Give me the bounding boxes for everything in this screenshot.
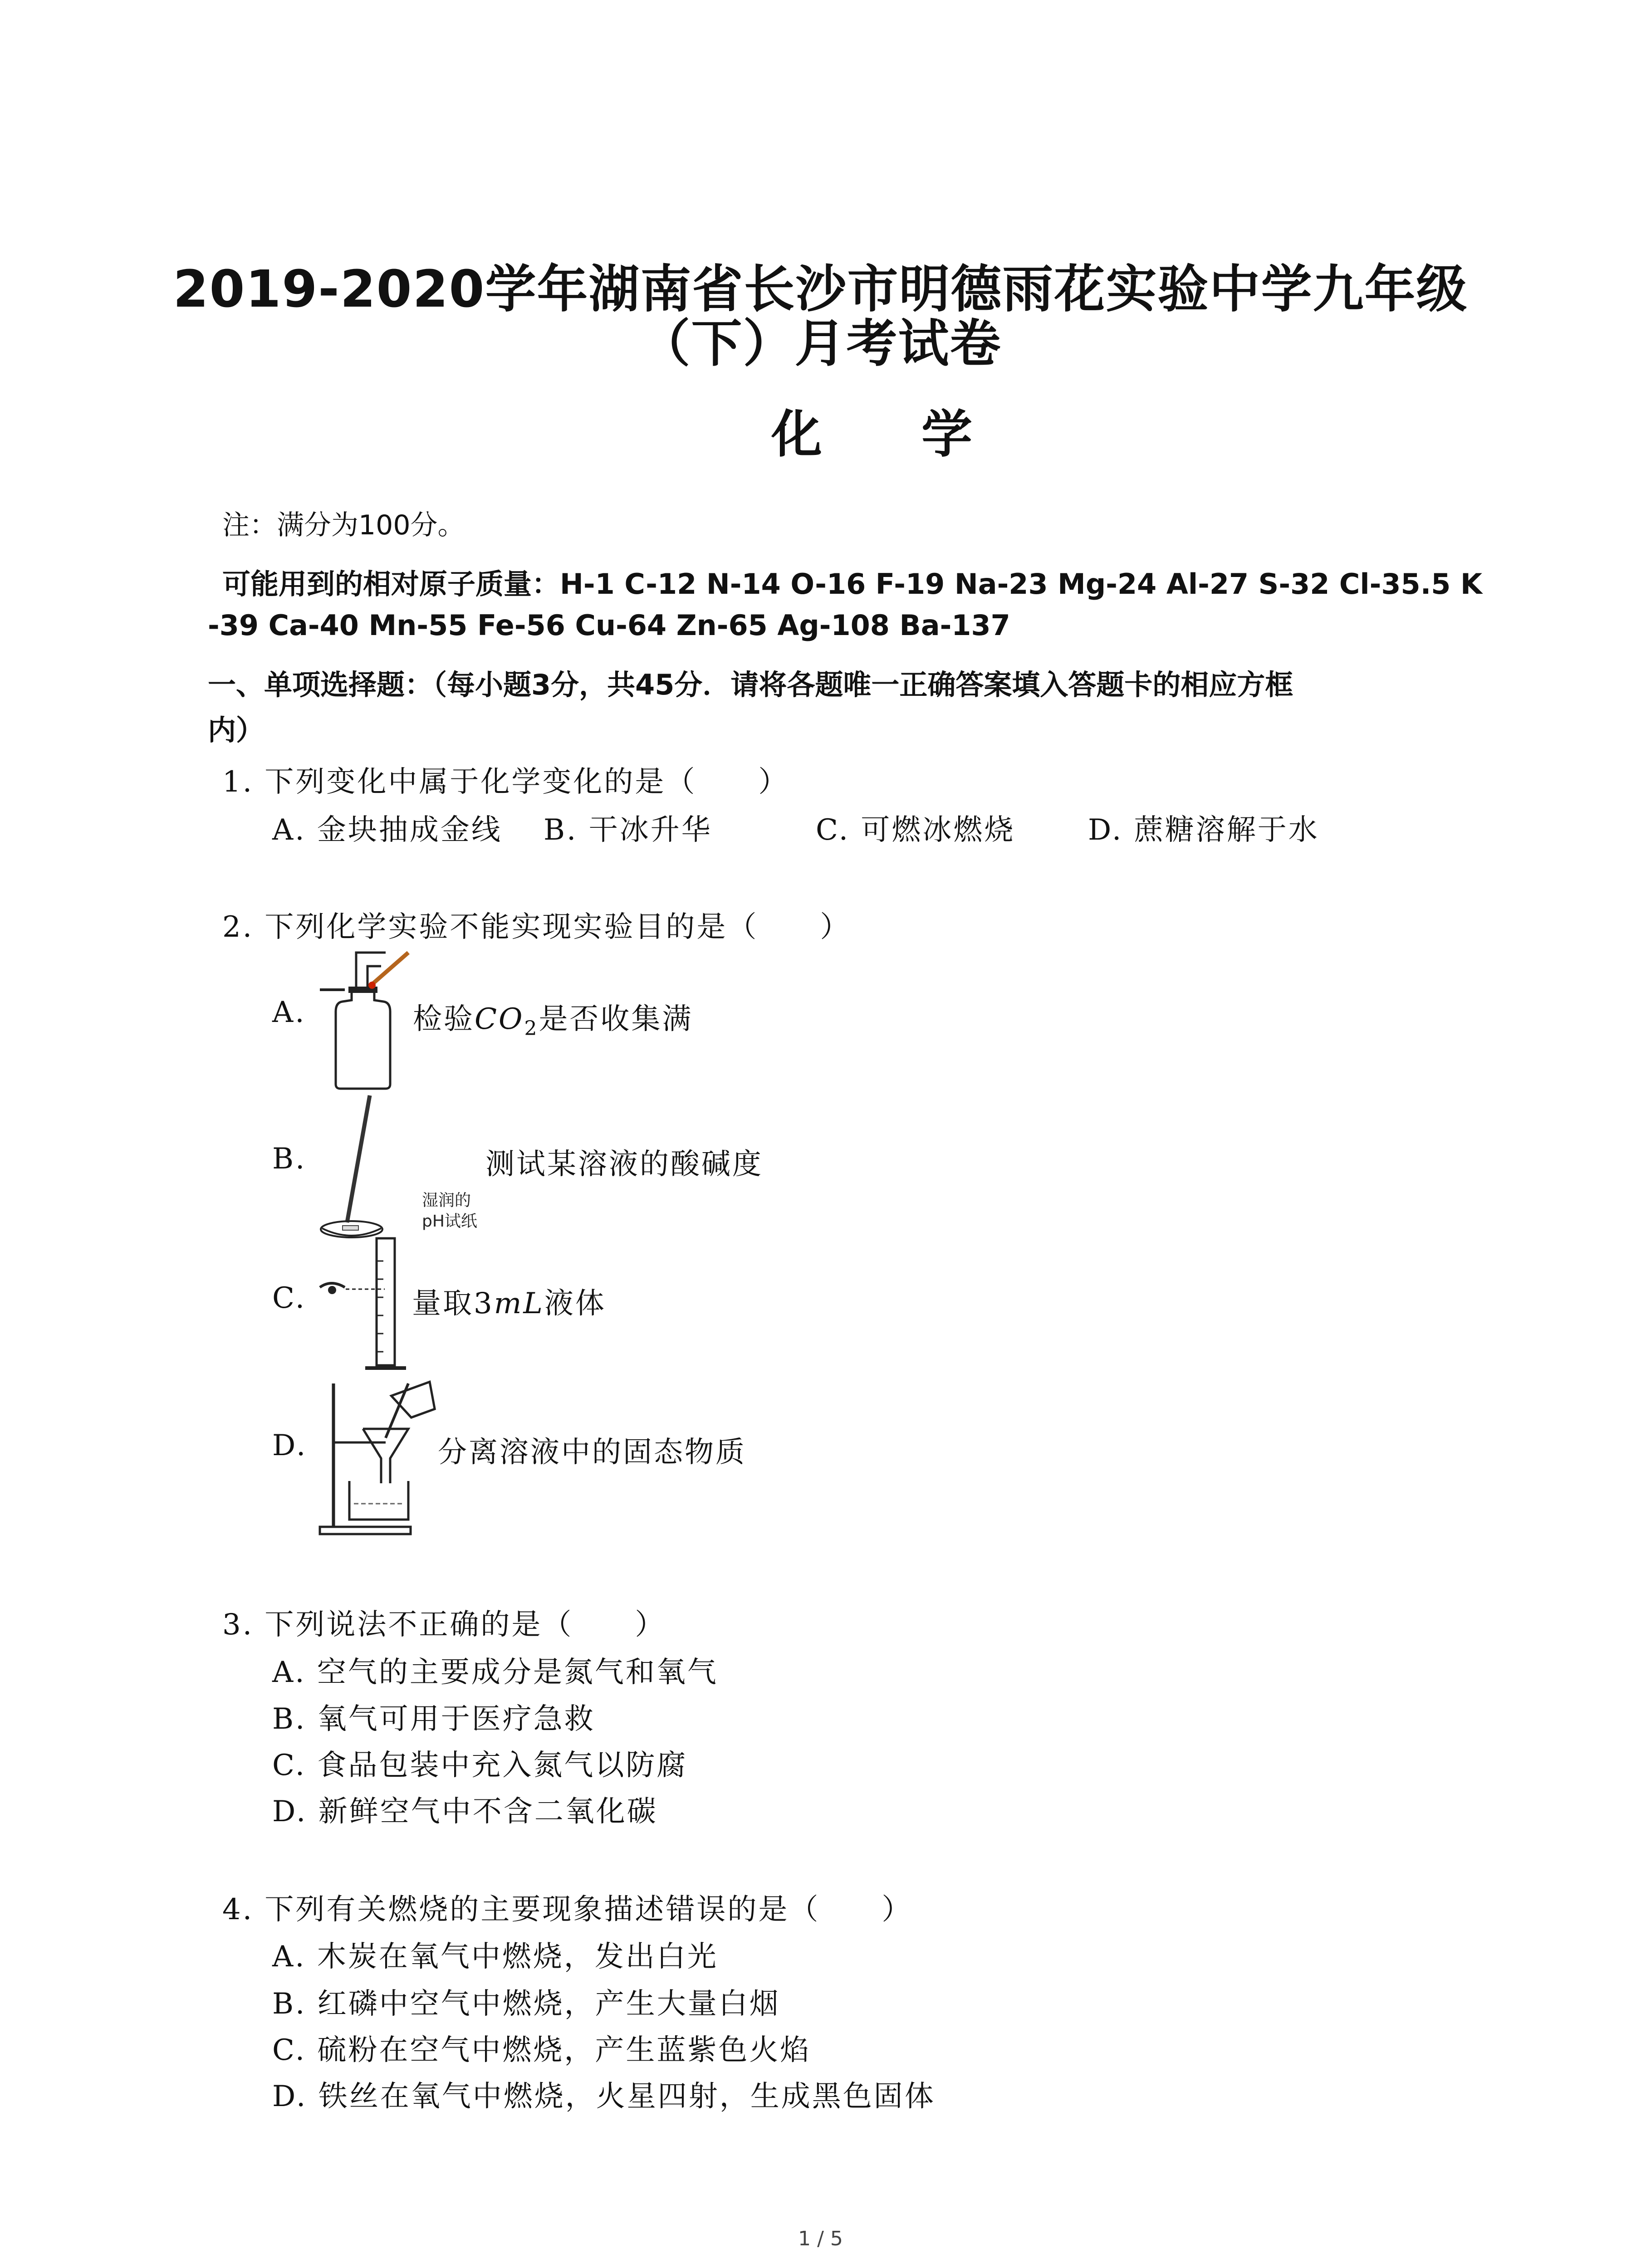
q1-option-b: B. 干冰升华 — [544, 813, 712, 847]
q3-option-a: A. 空气的主要成分是氮气和氧气 — [272, 1656, 718, 1689]
question-1-stem: 1. 下列变化中属于化学变化的是（ ） — [222, 765, 789, 799]
q1-option-a: A. 金块抽成金线 — [272, 813, 502, 847]
q3-option-c: C. 食品包装中充入氮气以防腐 — [272, 1749, 688, 1782]
q4-option-d: D. 铁丝在氧气中燃烧，火星四射，生成黑色固体 — [272, 2080, 936, 2113]
q2-option-c-text-pre: 量取3 — [412, 1287, 494, 1320]
atomic-mass-line1: 可能用到的相对原子质量：H-1 C-12 N-14 O-16 F-19 Na-23 Mg-24 Al-27 S-32 Cl-35.5 K — [222, 567, 1483, 601]
co2-subscript: 2 — [524, 1017, 539, 1040]
q2-option-c-text — [412, 1280, 606, 1322]
q2-option-c-letter: C. — [272, 1281, 307, 1315]
q1-option-c: C. 可燃冰燃烧 — [816, 813, 1015, 847]
exam-title-line1: 2019-2020学年湖南省长沙市明德雨花实验中学九年级 — [173, 260, 1468, 319]
question-4-stem: 4. 下列有关燃烧的主要现象描述错误的是（ ） — [222, 1893, 913, 1926]
q2-option-b-letter: B. — [272, 1142, 307, 1176]
q2-option-d-text: 分离溶液中的固态物质 — [438, 1436, 746, 1469]
q4-option-c: C. 硫粉在空气中燃烧，产生蓝紫色火焰 — [272, 2033, 811, 2067]
q2-option-d-letter: D. — [272, 1429, 308, 1462]
ph-paper-label-2: pH试纸 — [422, 1212, 477, 1231]
co2-formula: CO — [475, 1002, 524, 1036]
q2-option-a-text-pre: 检验 — [413, 1002, 475, 1036]
score-note: 注：满分为100分。 — [222, 509, 465, 541]
q1-option-d: D. 蔗糖溶解于水 — [1088, 813, 1319, 847]
q2-option-c-text-post: 液体 — [544, 1287, 606, 1320]
q2-option-a-text — [413, 996, 693, 1040]
ml-unit: mL — [494, 1287, 544, 1320]
subject-title: 化 学 — [771, 405, 1013, 464]
question-2-stem: 2. 下列化学实验不能实现实验目的是（ ） — [222, 910, 851, 944]
q4-option-a: A. 木炭在氧气中燃烧，发出白光 — [272, 1940, 718, 1974]
exam-title-line2: （下）月考试卷 — [639, 314, 1002, 373]
q2-option-a-letter: A. — [272, 996, 306, 1029]
q4-option-b: B. 红磷中空气中燃烧，产生大量白烟 — [272, 1987, 780, 2021]
section-heading-line2: 内） — [208, 714, 265, 747]
q2-option-b-text: 测试某溶液的酸碱度 — [485, 1148, 763, 1181]
q3-option-d: D. 新鲜空气中不含二氧化碳 — [272, 1795, 658, 1828]
q2-option-a-text-post: 是否收集满 — [539, 1002, 693, 1036]
q3-option-b: B. 氧气可用于医疗急救 — [272, 1702, 595, 1736]
graduated-cylinder-figure — [318, 1234, 413, 1379]
page-number: 1 / 5 — [798, 2227, 843, 2250]
section-heading-line1: 一、单项选择题：（每小题3分，共45分．请将各题唯一正确答案填入答题卡的相应方框 — [208, 668, 1293, 701]
atomic-mass-line2: -39 Ca-40 Mn-55 Fe-56 Cu-64 Zn-65 Ag-108 Ba-137 — [208, 609, 1010, 642]
filtration-apparatus-figure — [318, 1374, 454, 1538]
ph-paper-label-1: 湿润的 — [422, 1191, 471, 1210]
glass-rod-and-ph-paper-figure — [318, 1093, 436, 1247]
question-3-stem: 3. 下列说法不正确的是（ ） — [222, 1608, 666, 1642]
